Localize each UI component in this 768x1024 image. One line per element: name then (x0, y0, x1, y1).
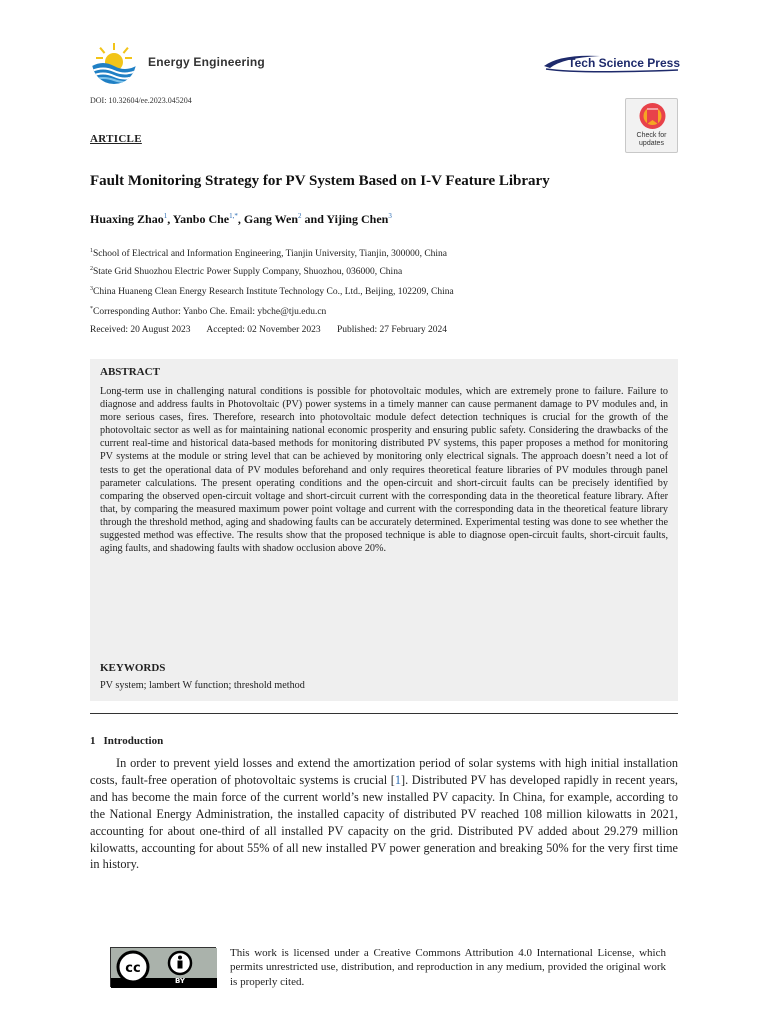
received-date: Received: 20 August 2023 (90, 325, 191, 335)
affil-sup: 3 (90, 286, 93, 292)
journal-name: Energy Engineering (148, 55, 265, 69)
affil-sup: 2 (90, 266, 93, 272)
author-separator: , (167, 212, 173, 226)
author-separator: , (237, 212, 244, 226)
paper-title: Fault Monitoring Strategy for PV System Based on I-V Feature Library (90, 173, 550, 189)
affil-sup: * (90, 306, 93, 312)
author-name: Huaxing Zhao (90, 212, 164, 226)
section-divider (90, 713, 678, 714)
author-list (90, 212, 392, 227)
section-number: 1 (90, 735, 96, 747)
affil-text: State Grid Shuozhou Electric Power Supply Company, Shuozhou, 036000, China (93, 267, 403, 278)
author-separator: and (301, 212, 327, 226)
published-date: Published: 27 February 2024 (337, 325, 448, 335)
check-updates-label (626, 132, 677, 148)
author-affil-sup[interactable]: 1,* (229, 212, 238, 220)
affiliation-1 (90, 248, 447, 259)
intro-text-part: In order to prevent yield losses and extend the amortization period of solar systems with high initial installation costs, fault-free operation of photovoltaic systems is crucial [ (90, 756, 678, 787)
publisher-name: Tech Science Press (568, 56, 680, 70)
author-affil-sup[interactable]: 1 (163, 212, 168, 220)
abstract-text: Long-term use in challenging natural conditions is possible for photovoltaic modules, which are extremely prone to failure. Failure to diagnose and address faults in Photovoltaic (PV) power systems in a timely manner can cause permanent damage to PV modules and, in more serious cases, fires. Therefore, research into photovoltaic module defect detection techniques is crucial for the growth of the photovoltaic sector as well as for maintaining national economic prosperity and ensuring public safety. Considering the drawbacks of the current real-time and historical data-based methods for monitoring distributed PV systems, this paper proposes a method for monitoring PV systems at the module or string level that can be achieved by monitoring only electrical signals. The approach doesn’t need a lot of tests to get the operational data of PV modules beforehand and only requires theoretical feature libraries of PV modules through panel parameter calculations. The present operating conditions and the open-circuit and short-circuit faults can be precisely identified by comparing the observed open-circuit voltage and short-circuit current with the corresponding data in the theoretical feature library. After that, by comparing the measured maximum power point voltage and current with the corresponding data in the theoretical feature library through the threshold method, aging and shadowing faults can be accurately determined. Experimental testing was done to see whether the suggested method was effective. The results show that the proposed technique is able to diagnose open-circuit faults, short-circuit faults, aging faults, and shadowing faults with shadow occlusion above 20%. (100, 386, 668, 555)
author-affil-sup[interactable]: 2 (298, 212, 302, 220)
corresponding-author (90, 306, 326, 317)
affiliation-3 (90, 286, 454, 297)
check-updates-line1: Check for (636, 132, 667, 139)
keywords-heading: KEYWORDS (100, 662, 166, 674)
citation-link[interactable]: 1 (394, 772, 402, 787)
sun-waves-logo-icon (92, 40, 136, 84)
accepted-date: Accepted: 02 November 2023 (206, 325, 321, 335)
author-affil-sup[interactable]: 3 (388, 212, 392, 220)
section-title: Introduction (103, 735, 164, 747)
check-updates-line2: updates (639, 140, 664, 147)
abstract-box (90, 359, 678, 701)
publication-dates (90, 325, 461, 335)
journal-header (90, 38, 680, 90)
intro-text-part: ]. Distributed PV has developed rapidly in recent years, and has become the main force of the current world’s new installed PV capacity. In China, for example, according to the National Energy Administration, the installed capacity of distributed PV reached 108 million kilowatts in 2021, accounting for about one-third of all installed PV capacity on the grid. Distributed PV added about 29.279 million kilowatts, accounting for about 55% of all new installed PV power generation and breaking 50% for the very first time in history. (90, 772, 678, 872)
article-type-label: ARTICLE (90, 133, 142, 145)
affil-text: School of Electrical and Information Engineering, Tianjin University, Tianjin, 300000, China (93, 249, 448, 260)
license-text: This work is licensed under a Creative Commons Attribution 4.0 International License, which permits unrestricted use, distribution, and reproduction in any medium, provided the original work is properly cited. (230, 947, 666, 988)
bookmark-icon (626, 99, 679, 133)
keywords-text: PV system; lambert W function; threshold method (100, 680, 305, 691)
author-name: Yijing Chen (326, 212, 389, 226)
cc-by-label: BY (174, 977, 186, 985)
svg-text:cc: cc (125, 961, 141, 976)
affil-sup: 1 (90, 248, 93, 254)
author-name: Yanbo Che (172, 212, 230, 226)
affil-text: China Huaneng Clean Energy Research Institute Technology Co., Ltd., Beijing, 102209, China (93, 287, 454, 298)
abstract-heading: ABSTRACT (100, 366, 160, 378)
corresponding-author-text[interactable]: Corresponding Author: Yanbo Che. Email: ybche@tju.edu.cn (93, 307, 327, 318)
author-name: Gang Wen (243, 212, 299, 226)
check-for-updates-badge[interactable] (625, 98, 678, 153)
creative-commons-icon (111, 948, 217, 988)
introduction-heading (90, 735, 163, 747)
introduction-paragraph (90, 755, 678, 873)
affiliation-2 (90, 266, 402, 277)
doi[interactable]: DOI: 10.32604/ee.2023.045204 (90, 96, 192, 105)
cc-by-license-badge[interactable] (110, 947, 216, 987)
